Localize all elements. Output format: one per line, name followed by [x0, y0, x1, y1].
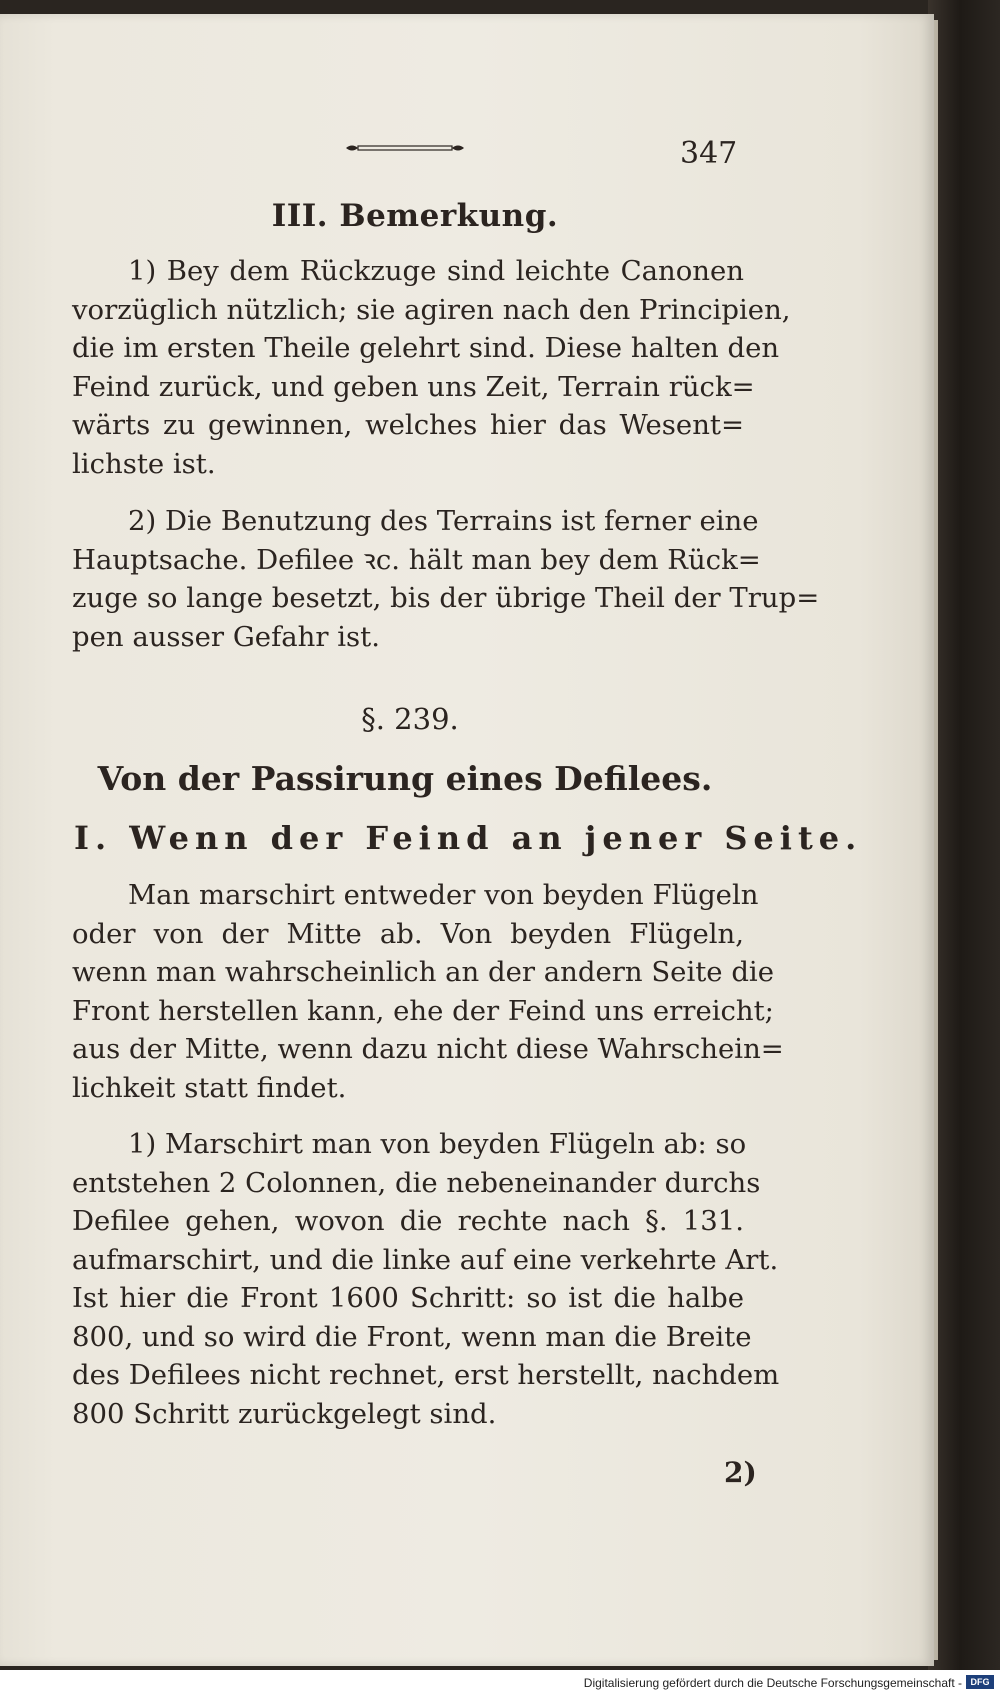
text-line: Hauptsache. Defilee ꝛc. hält man bey dem Rück=	[72, 543, 761, 576]
text-line: lichste ist.	[72, 447, 216, 480]
text-line: 1) Bey dem Rückzuge sind leichte Canonen	[128, 255, 744, 287]
text-line: entstehen 2 Colonnen, die nebeneinander durchs	[72, 1166, 761, 1199]
text-line: 800 Schritt zurückgelegt sind.	[72, 1397, 497, 1430]
text-line: zuge so lange besetzt, bis der übrige Theil der Trup=	[72, 582, 820, 614]
page-number: 347	[680, 136, 738, 171]
text-line: wärts zu gewinnen, welches hier das Wesent=	[72, 409, 744, 441]
text-line: Man marschirt entweder von beyden Flügeln	[128, 879, 759, 911]
text-line: Ist hier die Front 1600 Schritt: so ist die halbe	[72, 1282, 744, 1314]
text-line: aufmarschirt, und die linke auf eine verkehrte Art.	[72, 1243, 779, 1276]
text-line: Feind zurück, und geben uns Zeit, Terrain rück=	[72, 370, 755, 403]
text-line: 1) Marschirt man von beyden Flügeln ab: so	[128, 1128, 747, 1160]
text-line: vorzüglich nützlich; sie agiren nach den Principien,	[72, 293, 791, 326]
remark-heading: III. Bemerkung.	[271, 198, 559, 234]
paragraph-1	[72, 252, 791, 483]
paragraph-4	[72, 1125, 780, 1433]
section-number: §. 239.	[361, 702, 459, 736]
ornament-rule	[344, 143, 466, 153]
text-line: lichkeit statt findet.	[72, 1071, 347, 1104]
book-binding	[928, 0, 1000, 1670]
text-line: des Defilees nicht rechnet, erst herstellt, nachdem	[72, 1359, 780, 1391]
text-line: die im ersten Theile gelehrt sind. Diese halten den	[72, 332, 780, 364]
text-line: wenn man wahrscheinlich an der andern Seite die	[72, 956, 774, 988]
text-line: Defilee gehen, wovon die rechte nach §. 131.	[72, 1205, 744, 1237]
catchword: 2)	[724, 1456, 757, 1489]
dfg-logo[interactable]: DFG	[966, 1675, 994, 1689]
text-line: pen ausser Gefahr ist.	[72, 620, 380, 653]
chapter-title: Von der Passirung eines Defilees.	[97, 759, 713, 798]
text-line: Front herstellen kann, ehe der Feind uns erreicht;	[72, 994, 774, 1027]
text-line: 2) Die Benutzung des Terrains ist ferner eine	[128, 505, 759, 537]
footer-credit: Digitalisierung gefördert durch die Deutsche Forschungsgemeinschaft -	[583, 1676, 962, 1690]
text-line: aus der Mitte, wenn dazu nicht diese Wahrschein=	[72, 1033, 784, 1065]
sub-title: I. Wenn der Feind an jener Seite.	[74, 819, 863, 857]
text-line: oder von der Mitte ab. Von beyden Flügeln,	[72, 917, 744, 950]
paragraph-2	[72, 502, 820, 656]
text-line: 800, und so wird die Front, wenn man die Breite	[72, 1320, 752, 1353]
paragraph-3	[72, 876, 784, 1107]
